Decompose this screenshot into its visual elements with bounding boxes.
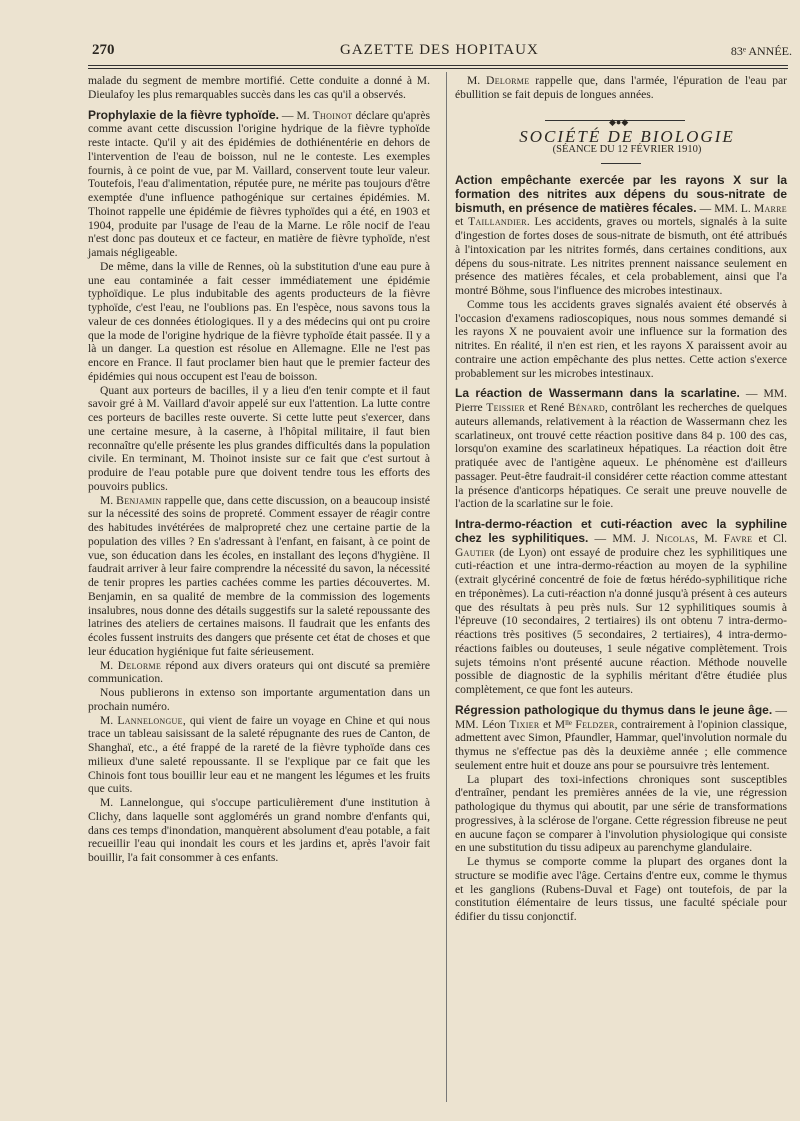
- author-name: Delorme: [486, 74, 530, 87]
- paragraph: malade du segment de membre mortifié. Cette conduite a donné à M. Dieulafoy les plus remarquables succès dans les cas qu'il a observés.: [88, 74, 430, 101]
- paragraph-body: (de Lyon) ont essayé de produire chez les syphilitiques une cuti-réaction et une intra-dermo-réaction au moyen de la syphiline (extrait glycériné concentré de foie de fœtus hérédo-syphilitique riche en tréponèmes). La cuti-réaction n'a donné jusqu'à présent à ces auteurs que des résultats à peu près nuls. Sur 12 syphilitiques soumis à l'épreuve (10 secondaires, 2 tertiaires) ils ont obtenu 7 intra-dermo-réactions très positives (5 secondaires, 2 tertiaires), 4 intra-dermo-réactions faibles ou douteuses, 1 seule négative complètement. Trois sujets témoins n'ont présenté aucune réaction. Méthode nouvelle possible de diagnostic de la syphilis méritant d'être étudiée plus complètement, ce que font les auteurs.: [455, 545, 787, 696]
- article-title: Intra-dermo-réaction et cuti-réaction avec la syphiline chez les syphilitiques.: [455, 517, 787, 545]
- paragraph: Quant aux porteurs de bacilles, il y a lieu d'en tenir compte et il faut savoir gré à M. Vaillard d'avoir appelé sur eux l'attention. La lutte contre ces porteurs de bacilles reste ouverte. Si cette lutte peut s'exercer, dans une certaine mesure, à la caserne, à l'hôpital militaire, il faut bien reconnaître qu'elle présente les plus grandes difficultés dans la population civile. En terminant, M. Thoinot insiste sur ce fait que c'est surtout à produire de l'eau potable pure que doivent tendre tous les efforts des pouvoirs publics.: [88, 383, 430, 493]
- text-fragment: et René: [525, 401, 568, 414]
- paragraph-delorme: [88, 659, 430, 687]
- text-fragment: et Cl.: [752, 531, 787, 545]
- paragraph-body: , contrairement à l'opinion classique, admettent avec Simon, Pfaundler, Hammar, quel'involution normale du thymus ne s'effectue pas dès la deuxième année ; elle commence seulement entre huit et douze ans pour se poursuivre très lentement.: [455, 717, 787, 772]
- article-title: Action empêchante exercée par les rayons X sur la formation des nitrites aux dépens du sous-nitrate de bismuth, en présence de matières fécales.: [455, 173, 787, 215]
- author-name: Bénard: [567, 401, 605, 414]
- journal-title: GAZETTE DES HOPITAUX: [340, 42, 539, 58]
- author-name: Feldzer: [575, 717, 615, 731]
- paragraph-body: répond aux divers orateurs qui ont discuté sa première communication.: [88, 658, 431, 686]
- session-date: (SÉANCE DU 12 FÉVRIER 1910): [552, 144, 702, 156]
- article-title: Régression pathologique du thymus dans le jeune âge.: [455, 702, 773, 717]
- paragraph-body: . Les accidents, graves ou mortels, signalés à la suite d'ingestion de fortes doses de sous-nitrate de bismuth, ont été attribués à l'intoxication par les nitrites formés, dans certaines conditions, aux dépens du sous-nitrate. Les nitrites prennent naissance seulement en présence des matières fécales, et cela probablement, ainsi que l'a montré Böhme, sous l'influence des microbes intestinaux.: [455, 215, 788, 297]
- paragraph: De même, dans la ville de Rennes, où la substitution d'une eau pure à une eau contaminée a fait cesser immédiatement une épidémie typhoïdique. Le plus indubitable des agents producteurs de la fièvre typhoïde, c'est l'eau, ne l'oublions pas. En l'espèce, nous savons tous la valeur de ces données étiologiques. Il y a des médecins qui ont pu croire que la mode de l'origine hydrique de la fièvre typhoïde était passée. Il y a là un danger. La question est résolue en Allemagne. Elle ne l'est pas encore en France. Il faut proclamer bien haut que le premier facteur des épidémies qui nous occupent est l'eau de boisson.: [88, 259, 430, 383]
- short-rule: [601, 163, 641, 164]
- text-fragment: — MM. Pierre: [455, 387, 787, 414]
- text-fragment: — MM. Léon: [455, 703, 787, 731]
- paragraph-body: déclare qu'après comme avant cette discussion l'origine hydrique de la fièvre typhoïde reste intacte. Qu'il y ait des épidémies de dothiénentérie en dehors de l'intervention de l'eau de boisson, nul ne le conteste. Les exemples fournis, à ce point de vue, par M. Vaillard, conservent toute leur valeur. Toutefois, l'eau d'alimentation, réputée pure, ne mérite pas toujours d'être exemptée d'une influence pathogénique sur certaines épidémies. M. Thoinot rappelle une épidémie de fièvres typhoïdes qui a été, en 1903 et 1904, produite par l'usage de l'eau de la Marne. Le rôle nocif de l'eau n'est donc pas douteux et ce facteur, en matière de fièvre typhoïde, n'est jamais négligeable.: [88, 108, 431, 259]
- author-name: Favre: [723, 531, 753, 545]
- paragraph: Comme tous les accidents graves signalés avaient été observés à l'occasion d'examens radioscopiques, nous nous sommes demandé si les rayons X ne pouvaient avoir une influence sur la formation des nitrites. En réalité, il n'en est rien, et les rayons X paraissent avoir au contraire une action empêchante des plus nettes. Cette action s'exerce probablement sur les microbes intestinaux.: [455, 297, 787, 380]
- text-fragment: M.: [467, 74, 487, 87]
- paragraph-body: , contrôlant les recherches de quelques auteurs allemands, relativement à la réaction de Wassermann chez les scarlatineux, ont trouvé cette réaction positive dans 84 p. 100 des cas, lorsqu'on examine des scarlatineux hépatiques. La réaction doit être pratiquée avec de l'antigène aqueux. Le phénomène est d'ailleurs passager. Peut-être faudrait-il considérer cette réaction comme attestant la présence d'anticorps hépatiques. Ce serait une preuve nouvelle de l'action de la scarlatine sur le foie.: [455, 401, 788, 511]
- text-fragment: M.: [100, 493, 117, 507]
- paragraph-delorme-army: [455, 74, 787, 102]
- ornament-diamond-icon: ◆●◆: [609, 116, 629, 127]
- article-title: La réaction de Wassermann dans la scarlatine.: [455, 386, 740, 401]
- author-name: Benjamin: [116, 493, 162, 507]
- author-name: Nicolas: [655, 531, 696, 545]
- paragraph: M. Lannelongue, qui s'occupe particulièrement d'une institution à Clichy, dans laquelle sont agglomérés un grand nombre d'enfants qui, dans ces temps d'inondation, manquèrent absolument d'eau potable, a fait recueillir l'eau qui inondait les cours et les jardins et, après l'avoir fait bouillir, l'a fait consommer à ces enfants.: [88, 796, 430, 864]
- section-ornament: [455, 116, 787, 127]
- header-rule-secondary: [88, 68, 788, 69]
- section-title: SOCIÉTÉ DE BIOLOGIE: [519, 126, 735, 146]
- paragraph-lannelongue: [88, 714, 430, 797]
- page-header: [92, 42, 792, 62]
- paragraph-body: rappelle que, dans cette discussion, on a beaucoup insisté sur la nécessité des soins de propreté. Comment essayer de réagir contre des habitudes invétérées de malpropreté chez une certaine partie de la population des villes ? En s'adressant à l'enfant, en faisant, à ce point de vue, son éducation dans les écoles, en installant des leçons d'hygiène. Il faudrait arriver à leur faire comprendre la nécessité du savon, la nécessité de tenir propres les parties cachées comme les parties découvertes. M. Benjamin, en sa qualité de membre de la commission des logements insalubres, nous donne des détails suggestifs sur la saleté repoussante des latrines des ateliers de certaines maisons. Il faudrait que les enfants des écoles fussent instruits des dangers que présente cet état de choses et que leur éducation hygiénique fut faite sérieusement.: [88, 493, 430, 658]
- author-name: Teissier: [486, 401, 526, 414]
- column-divider: [446, 72, 447, 1102]
- author-name: Lannelongue: [117, 713, 183, 727]
- text-fragment: , M.: [695, 531, 724, 545]
- paragraph: La plupart des toxi-infections chroniques sont susceptibles d'entraîner, pendant les premières années de la vie, une régression pathologique du thymus qui aboutit, par une série de transformations progressives, à la sclérose de l'organe. Cette régression fibreuse ne peut en aucune façon se comparer à l'involution physiologique qui consiste en une substitution du tissu adipeux au parenchyme glandulaire.: [455, 772, 787, 855]
- paragraph-body: , qui vient de faire un voyage en Chine et qui nous trace un tableau saisissant de la saleté répugnante des rues de Canton, de Shanghaï, etc., a été frappé de la rareté de la fièvre typhoïde dans ces milieux d'une saleté repoussante. Il se l'explique par ce fait que les Chinois font tous bouillir leur eau et ne mangent les légumes et les fruits que cuits.: [88, 713, 430, 796]
- text-fragment: M.: [100, 713, 118, 727]
- author-name: Gautier: [455, 545, 495, 559]
- paragraph-body: rappelle que, dans l'armée, l'épuration de l'eau par ébullition se fait depuis de longues années.: [455, 74, 787, 101]
- article-title: Prophylaxie de la fièvre typhoïde.: [88, 107, 279, 122]
- right-column: [455, 74, 787, 924]
- paragraph: Le thymus se comporte comme la plupart des organes dont la structure se modifie avec l'âge. Certains d'entre eux, comme le thymus et les ganglions (Rubens-Duval et Fage) ont toutefois, de par la constitution élémentaire de leurs tissus, une faculté spéciale pour édifier du tissu conjonctif.: [455, 855, 787, 923]
- author-name: Marre: [753, 201, 787, 215]
- left-column: [88, 74, 430, 865]
- page-number: 270: [92, 42, 115, 58]
- text-fragment: — M.: [278, 108, 313, 122]
- author-name: Thoinot: [312, 108, 353, 122]
- paragraph: Nous publierons in extenso son importante argumentation dans un prochain numéro.: [88, 686, 430, 713]
- paragraph-benjamin: [88, 494, 430, 659]
- text-fragment: et: [455, 215, 469, 229]
- author-name: Delorme: [117, 658, 162, 672]
- author-name: Tixier: [509, 717, 540, 731]
- journal-year: 83ᵉ ANNÉE.: [730, 44, 792, 58]
- text-fragment: et Mˡˡᵉ: [539, 717, 576, 731]
- text-fragment: — MM. L.: [696, 201, 754, 215]
- header-rule: [88, 65, 788, 66]
- text-fragment: M.: [100, 658, 118, 672]
- text-fragment: — MM. J.: [588, 531, 656, 545]
- author-name: Taillandier: [468, 215, 527, 229]
